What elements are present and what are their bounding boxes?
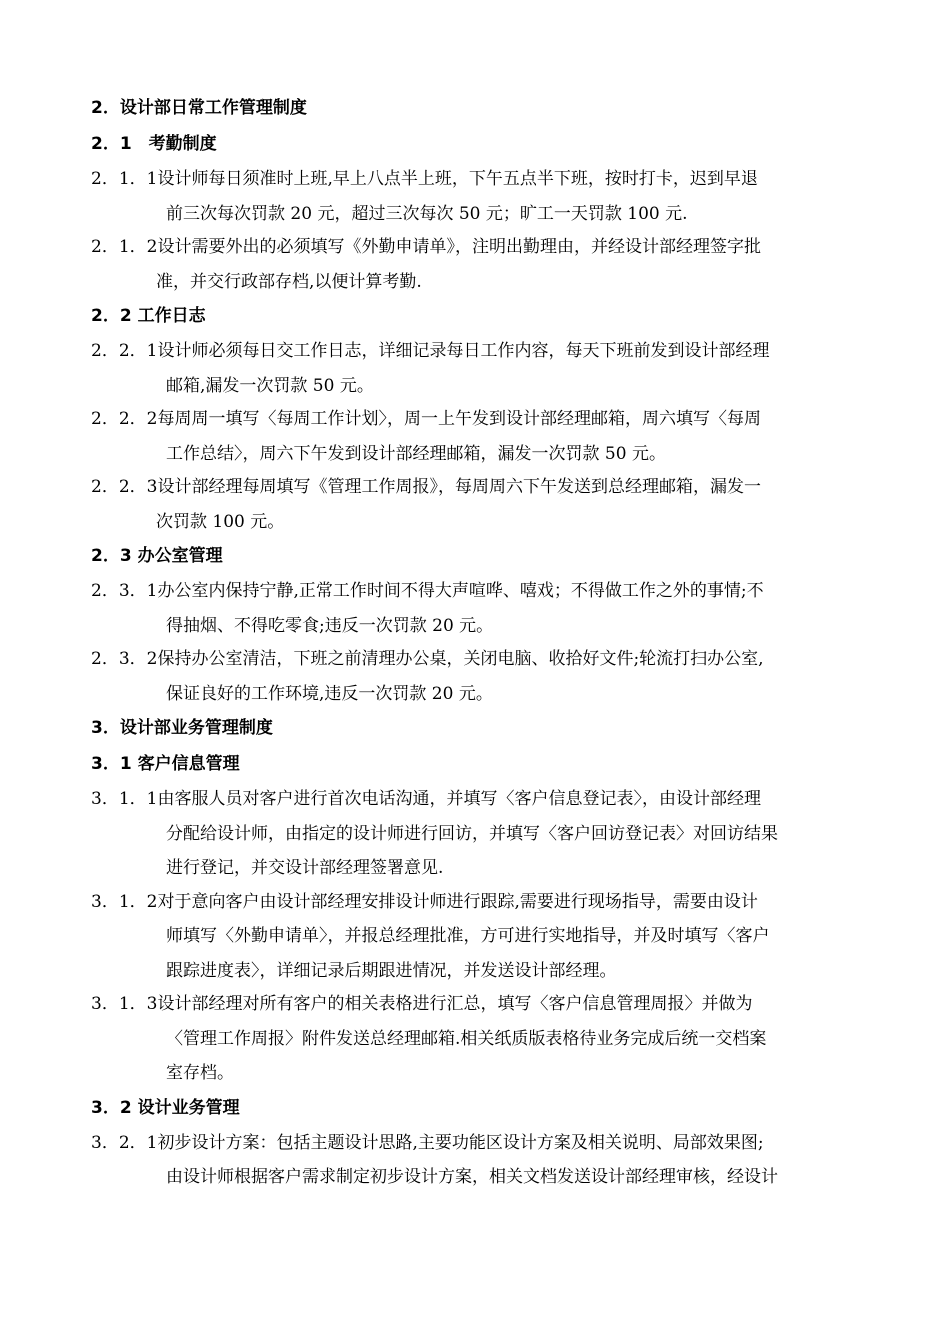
document-body	[91, 98, 866, 1202]
clause-paragraph	[91, 1126, 866, 1195]
clause-first-line	[91, 470, 866, 505]
clause-continuation-line: 保证良好的工作环境,违反一次罚款 20 元。	[166, 683, 493, 704]
clause-text: 设计部经理每周填写《管理工作周报》，每周周六下午发送到总经理邮箱，漏发一	[157, 477, 761, 497]
clause-continuation-line: 邮箱,漏发一次罚款 50 元。	[166, 375, 374, 396]
clause-number: 2．1．1	[91, 169, 158, 189]
clause-paragraph	[91, 230, 866, 299]
clause-paragraph	[91, 162, 866, 231]
clause-continuation-line: 准，并交行政部存档,以便计算考勤.	[156, 271, 422, 292]
clause-number: 2．3．2	[91, 649, 158, 669]
clause-continuation-line: 分配给设计师，由指定的设计师进行回访，并填写〈客户回访登记表〉对回访结果	[166, 823, 778, 844]
clause-number: 2．2．1	[91, 341, 158, 361]
clause-paragraph	[91, 470, 866, 539]
clause-text: 设计部经理对所有客户的相关表格进行汇总，填写〈客户信息管理周报〉并做为	[157, 994, 753, 1014]
clause-text: 对于意向客户由设计部经理安排设计师进行跟踪,需要进行现场指导，需要由设计	[157, 891, 758, 912]
section-heading: 2．设计部日常工作管理制度	[91, 98, 307, 118]
clause-continuation-line: 次罚款 100 元。	[156, 511, 285, 532]
section-heading: 3．1 客户信息管理	[91, 754, 240, 774]
clause-first-line	[91, 1126, 866, 1161]
clause-text: 设计需要外出的必须填写《外勤申请单》，注明出勤理由，并经设计部经理签字批	[157, 237, 761, 257]
clause-paragraph	[91, 987, 866, 1091]
clause-first-line	[91, 402, 866, 437]
clause-number: 3．2．1	[91, 1132, 158, 1153]
section-heading: 2．1 考勤制度	[91, 134, 217, 154]
clause-text: 设计师每日须准时上班,早上八点半上班，下午五点半下班，按时打卡，迟到早退	[157, 169, 758, 189]
clause-continuation-line: 室存档。	[166, 1063, 234, 1083]
clause-paragraph	[91, 334, 866, 403]
clause-continuation-line: 前三次每次罚款 20 元，超过三次每次 50 元；旷工一天罚款 100 元.	[166, 203, 688, 224]
clause-number: 2．2．2	[91, 409, 158, 429]
clause-text: 初步设计方案：包括主题设计思路,主要功能区设计方案及相关说明、局部效果图;	[157, 1132, 764, 1153]
clause-text: 由客服人员对客户进行首次电话沟通，并填写〈客户信息登记表〉，由设计部经理	[157, 789, 761, 809]
clause-continuation-line: 〈管理工作周报〉附件发送总经理邮箱.相关纸质版表格待业务完成后统一交档案	[166, 1028, 767, 1049]
clause-first-line	[91, 782, 866, 817]
section-heading: 2．2 工作日志	[91, 306, 206, 326]
clause-continuation-line: 进行登记，并交设计部经理签署意见.	[166, 858, 444, 878]
clause-number: 2．1．2	[91, 237, 158, 257]
clause-continuation-line: 师填写〈外勤申请单〉，并报总经理批准，方可进行实地指导，并及时填写〈客户	[166, 926, 770, 946]
clause-number: 2．3．1	[91, 581, 158, 601]
clause-continuation-line: 由设计师根据客户需求制定初步设计方案，相关文档发送设计部经理审核，经设计	[166, 1167, 778, 1187]
clause-continuation-line: 得抽烟、不得吃零食;违反一次罚款 20 元。	[166, 615, 494, 636]
clause-text: 每周周一填写〈每周工作计划〉，周一上午发到设计部经理邮箱，周六填写〈每周	[157, 409, 761, 429]
clause-number: 3．1．1	[91, 789, 158, 809]
clause-number: 3．1．3	[91, 994, 158, 1014]
section-heading: 2．3 办公室管理	[91, 546, 223, 566]
clause-text: 办公室内保持宁静,正常工作时间不得大声喧哗、嘻戏；不得做工作之外的事情;不	[157, 581, 764, 601]
clause-number: 2．2．3	[91, 477, 158, 497]
clause-first-line	[91, 987, 866, 1022]
clause-first-line	[91, 885, 866, 920]
clause-number: 3．1．2	[91, 891, 158, 912]
section-heading: 3．设计部业务管理制度	[91, 718, 273, 738]
clause-first-line	[91, 334, 866, 369]
clause-text: 设计师必须每日交工作日志，详细记录每日工作内容，每天下班前发到设计部经理	[157, 341, 770, 361]
clause-first-line	[91, 574, 866, 609]
clause-first-line	[91, 642, 866, 677]
clause-text: 保持办公室清洁，下班之前清理办公桌，关闭电脑、收拾好文件;轮流打扫办公室,	[157, 649, 764, 669]
clause-paragraph	[91, 402, 866, 471]
clause-first-line	[91, 230, 866, 265]
clause-first-line	[91, 162, 866, 197]
clause-continuation-line: 工作总结〉，周六下午发到设计部经理邮箱，漏发一次罚款 50 元。	[166, 443, 666, 464]
clause-paragraph	[91, 642, 866, 711]
clause-continuation-line: 跟踪进度表〉，详细记录后期跟进情况，并发送设计部经理。	[166, 960, 617, 981]
clause-paragraph	[91, 574, 866, 643]
section-heading: 3．2 设计业务管理	[91, 1097, 240, 1118]
clause-paragraph	[91, 782, 866, 886]
clause-paragraph	[91, 885, 866, 989]
